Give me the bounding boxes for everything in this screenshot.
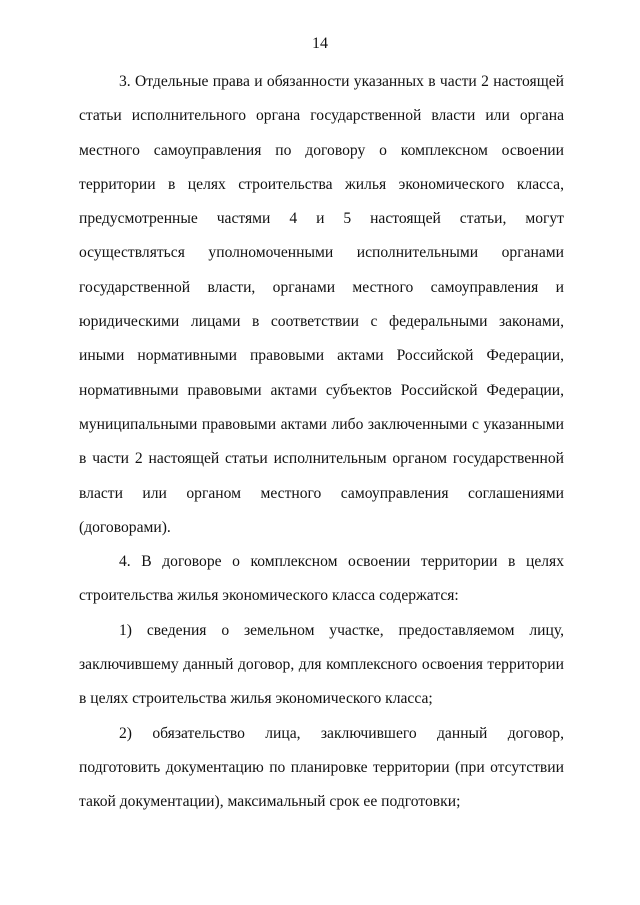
paragraph-4: 4. В договоре о комплексном освоении территории в целях строительства жилья экономического класса содержатся: [79,553,564,605]
paragraph-3: 3. Отдельные права и обязанности указанных в части 2 настоящей статьи исполнительного органа государственной власти или органа местного самоуправления по договору о комплексном освоении территории в целях строительства жилья экономического класса, предусмотренные частями 4 и 5 настоящей статьи, могут осуществляться уполномоченными исполнительными органами государственной власти, органами местного самоуправления и юридическими лицами в соответствии с федеральными законами, иными нормативными правовыми актами Российской Федерации, нормативными правовыми актами субъектов Российской Федерации, муниципальными правовыми актами либо заключенными с указанными в части 2 настоящей статьи исполнительным органом государственной власти или органом местного самоуправления соглашениями (договорами). [79,73,564,536]
document-body [79,65,564,820]
paragraph-4-item-1: 1) сведения о земельном участке, предоставляемом лицу, заключившему данный договор, для комплексного освоения территории в целях строительства жилья экономического класса; [79,621,564,708]
paragraph-4-item-2: 2) обязательство лица, заключившего данный договор, подготовить документацию по планировке территории (при отсутствии такой документации), максимальный срок ее подготовки; [79,724,564,811]
page-number: 14 [312,35,328,52]
